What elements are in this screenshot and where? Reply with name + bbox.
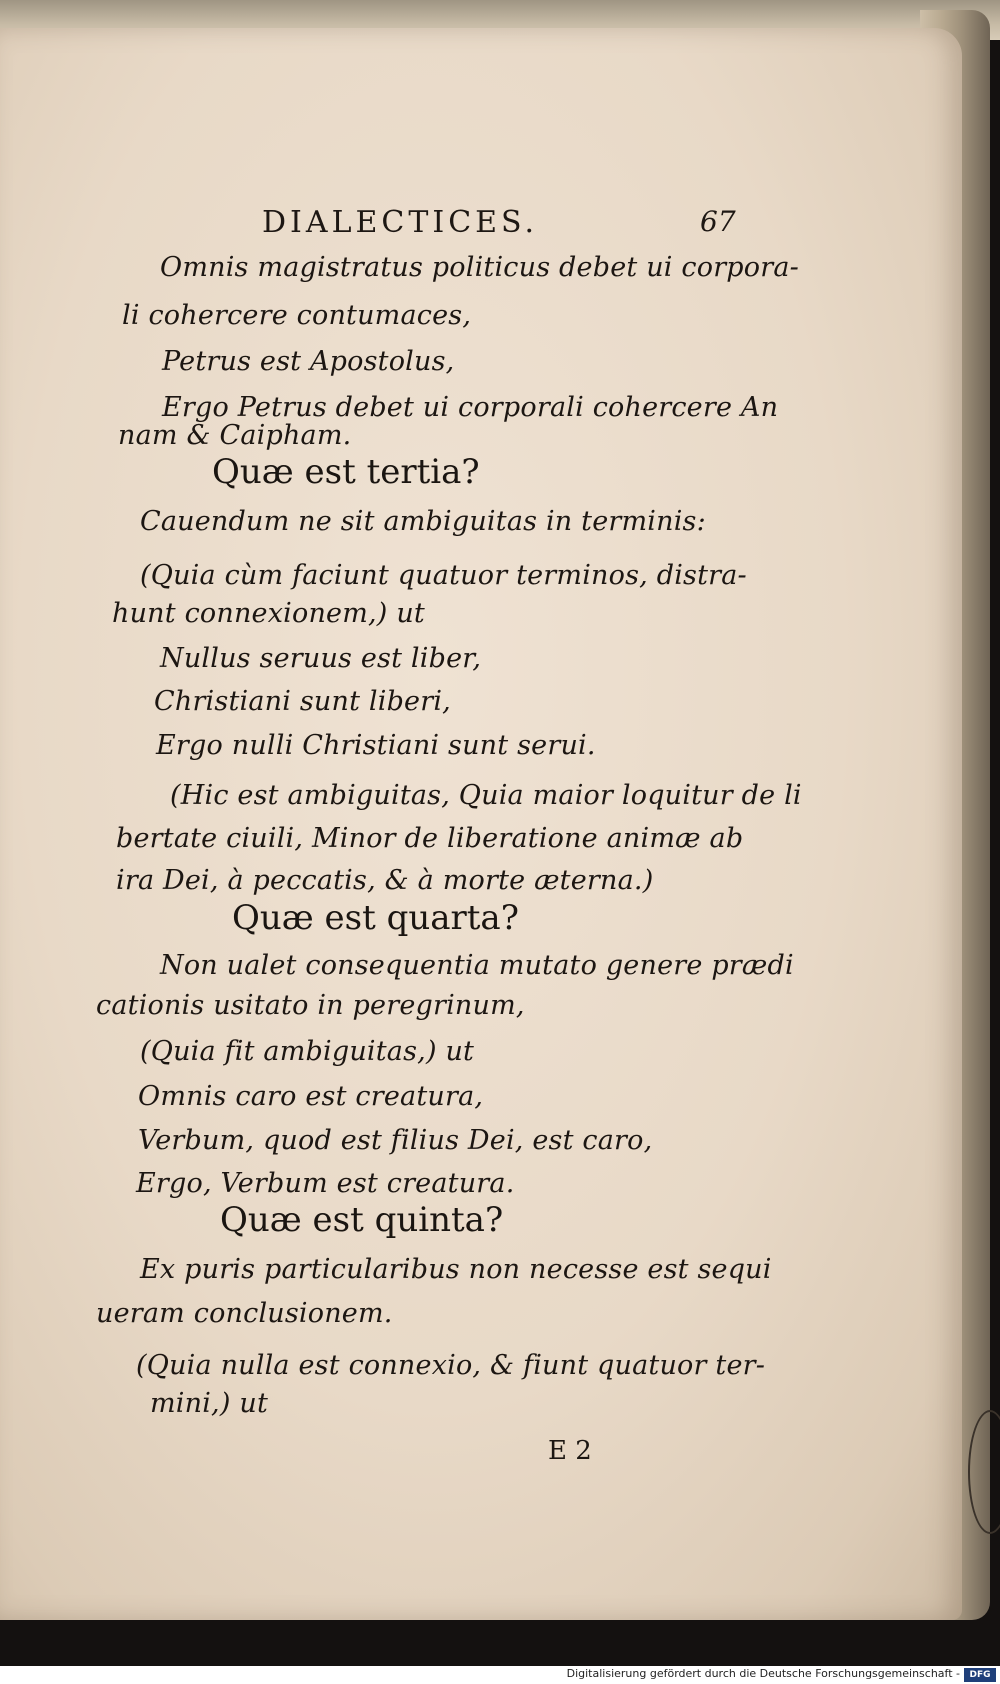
text-line: cationis usitato in peregrinum, bbox=[96, 990, 525, 1021]
text-line: Ergo, Verbum est creatura. bbox=[136, 1168, 515, 1199]
text-line: Non ualet consequentia mutato genere prædi bbox=[160, 950, 794, 981]
text-line: (Quia cùm faciunt quatuor terminos, distra- bbox=[140, 560, 747, 591]
show-through-text bbox=[470, 300, 480, 335]
text-line: (Quia nulla est connexio, & fiunt quatuor ter- bbox=[136, 1350, 766, 1381]
funding-credit: Digitalisierung gefördert durch die Deutsche Forschungsgemeinschaft - bbox=[566, 1667, 960, 1680]
text-line: ira Dei, à peccatis, & à morte æterna.) bbox=[116, 865, 654, 896]
text-line: nam & Caipham. bbox=[118, 420, 352, 451]
text-line: Ergo nulli Christiani sunt serui. bbox=[156, 730, 596, 761]
text-line: Petrus est Apostolus, bbox=[162, 346, 455, 377]
section-heading: Quæ est quarta? bbox=[232, 898, 519, 938]
dfg-logo: DFG bbox=[964, 1668, 996, 1682]
text-line: Nullus seruus est liber, bbox=[160, 643, 482, 674]
text-line: Omnis magistratus politicus debet ui corpora- bbox=[160, 252, 799, 283]
section-heading: Quæ est tertia? bbox=[212, 452, 480, 492]
text-line: Ex puris particularibus non necesse est sequi bbox=[140, 1254, 772, 1285]
text-line: Ergo Petrus debet ui corporali cohercere An bbox=[162, 392, 779, 423]
text-line: Verbum, quod est filius Dei, est caro, bbox=[138, 1125, 653, 1156]
section-heading: Quæ est quinta? bbox=[220, 1200, 504, 1240]
text-line: Omnis caro est creatura, bbox=[138, 1081, 484, 1112]
text-line: ueram conclusionem. bbox=[96, 1298, 393, 1329]
text-line: (Hic est ambiguitas, Quia maior loquitur de li bbox=[170, 780, 802, 811]
text-line: Christiani sunt liberi, bbox=[154, 686, 451, 717]
running-header: DIALECTICES. bbox=[262, 205, 539, 240]
text-line: mini,) ut bbox=[150, 1388, 269, 1419]
text-line: li cohercere contumaces, bbox=[122, 300, 472, 331]
text-line: hunt connexionem,) ut bbox=[112, 598, 425, 629]
text-line: Cauendum ne sit ambiguitas in terminis: bbox=[140, 506, 706, 537]
signature-mark: E 2 bbox=[548, 1436, 592, 1466]
text-line: bertate ciuili, Minor de liberatione animæ ab bbox=[116, 823, 744, 854]
page-number: 67 bbox=[700, 205, 736, 238]
text-line: (Quia fit ambiguitas,) ut bbox=[140, 1036, 475, 1067]
